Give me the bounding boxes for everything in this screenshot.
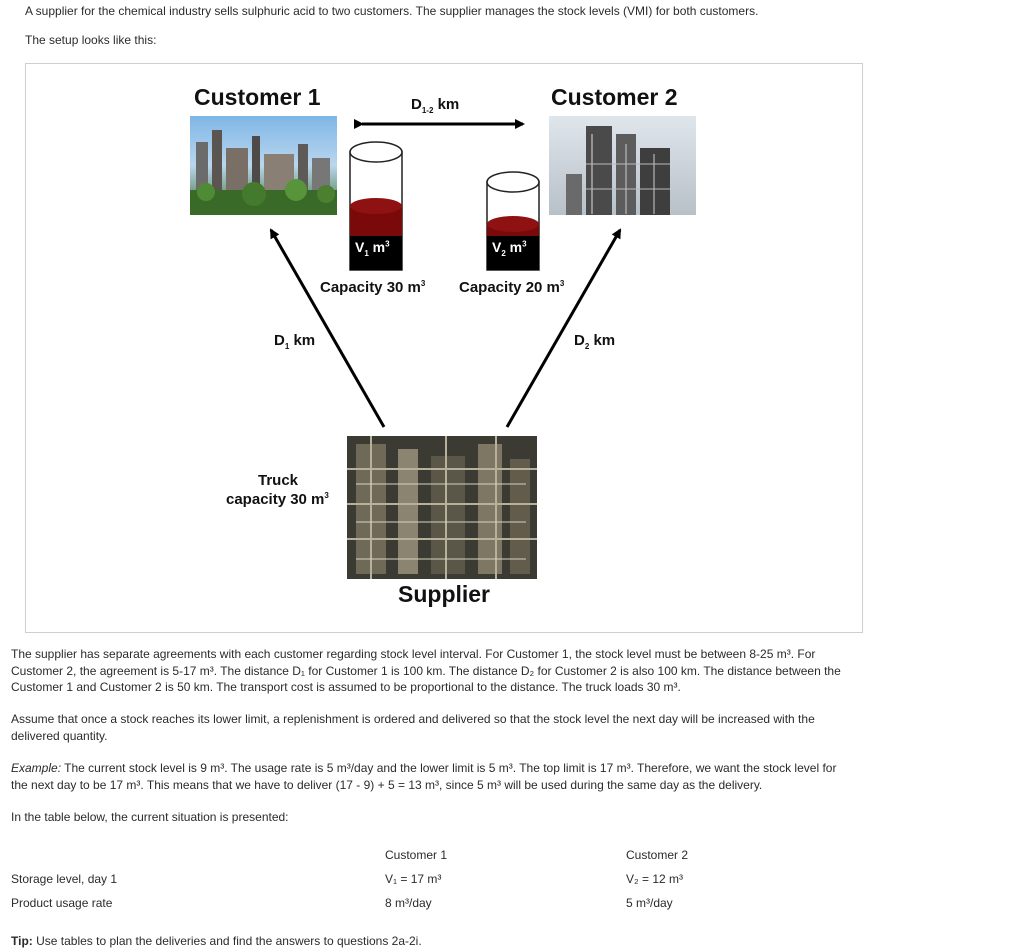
diagram-svg xyxy=(26,64,862,632)
paragraph-example xyxy=(11,760,891,793)
paragraph-replenishment xyxy=(11,711,891,744)
table-cell: V₂ = 12 m³ xyxy=(626,872,684,886)
paragraph-line: Customer 2, the agreement is 5-17 m³. The distance D₁ for Customer 1 is 100 km. The distance D₂ for Customer 2 is also 100 km. The distance between the xyxy=(11,663,841,678)
truck-label-line2: capacity 30 $m^3$ xyxy=(226,491,329,508)
supplier-plant-image xyxy=(347,436,537,579)
table-row-label: Storage level, day 1 xyxy=(11,872,118,886)
customer1-plant-image xyxy=(190,116,337,215)
table-cell: 5 m³/day xyxy=(626,896,673,910)
table-header-customer2: Customer 2 xyxy=(626,848,689,862)
supply-diagram xyxy=(25,63,863,633)
table-row-label: Product usage rate xyxy=(11,896,113,910)
paragraph-table-intro: In the table below, the current situation is presented: xyxy=(11,810,289,824)
customer2-label: Customer 2 xyxy=(551,84,678,110)
intro-line-2: The setup looks like this: xyxy=(25,33,157,47)
d1-label: $D_1$ km xyxy=(274,332,316,351)
supplier-label: Supplier xyxy=(398,581,491,607)
tip-line: Tip: Use tables to plan the deliveries and find the answers to questions 2a-2i. xyxy=(11,934,422,948)
paragraph-line: Customer 1 and Customer 2 is 50 km. The transport cost is assumed to be proportional to the distance. The truck loads 30 m³. xyxy=(11,680,681,694)
table-cell: 8 m³/day xyxy=(385,896,432,910)
paragraph-line: delivered quantity. xyxy=(11,728,108,743)
paragraph-line: The supplier has separate agreements with each customer regarding stock level interval. For Customer 1, the stock level must be between 8-25 m³. For xyxy=(11,647,816,661)
paragraph-line: Assume that once a stock reaches its lower limit, a replenishment is ordered and delivered so that the stock level the next day will be increased with the xyxy=(11,712,815,726)
tip-label: Tip: xyxy=(11,934,33,948)
intro-line-1: A supplier for the chemical industry sells sulphuric acid to two customers. The supplier manages the stock levels (VMI) for both customers. xyxy=(25,4,759,18)
customer2-plant-image xyxy=(549,116,696,215)
paragraph-line: the next day to be 17 m³. This means that we have to deliver (17 - 9) + 5 = 13 m³, since 5 m³ will be used during the same day as the delivery. xyxy=(11,777,763,792)
d12-label: $D_{1-2}$ km xyxy=(411,96,460,115)
v1-label: $V_1$ $m^3$ xyxy=(355,239,390,258)
v2-label: $V_2$ $m^3$ xyxy=(492,239,527,258)
d2-label: $D_2$ km xyxy=(574,332,616,351)
capacity1-label: Capacity 30 $m^3$ xyxy=(320,279,426,296)
paragraph-line: The current stock level is 9 m³. The usage rate is 5 m³/day and the lower limit is 5 m³. The top limit is 17 m³. Therefore, we want the stock level for xyxy=(61,761,837,775)
capacity2-label: Capacity 20 $m^3$ xyxy=(459,279,565,296)
customer1-label: Customer 1 xyxy=(194,84,321,110)
truck-label-line1: Truck xyxy=(258,472,299,489)
table-cell: V₁ = 17 m³ xyxy=(385,872,442,886)
paragraph-agreements xyxy=(11,646,891,696)
example-label: Example: xyxy=(11,761,62,775)
table-header-customer1: Customer 1 xyxy=(385,848,448,862)
